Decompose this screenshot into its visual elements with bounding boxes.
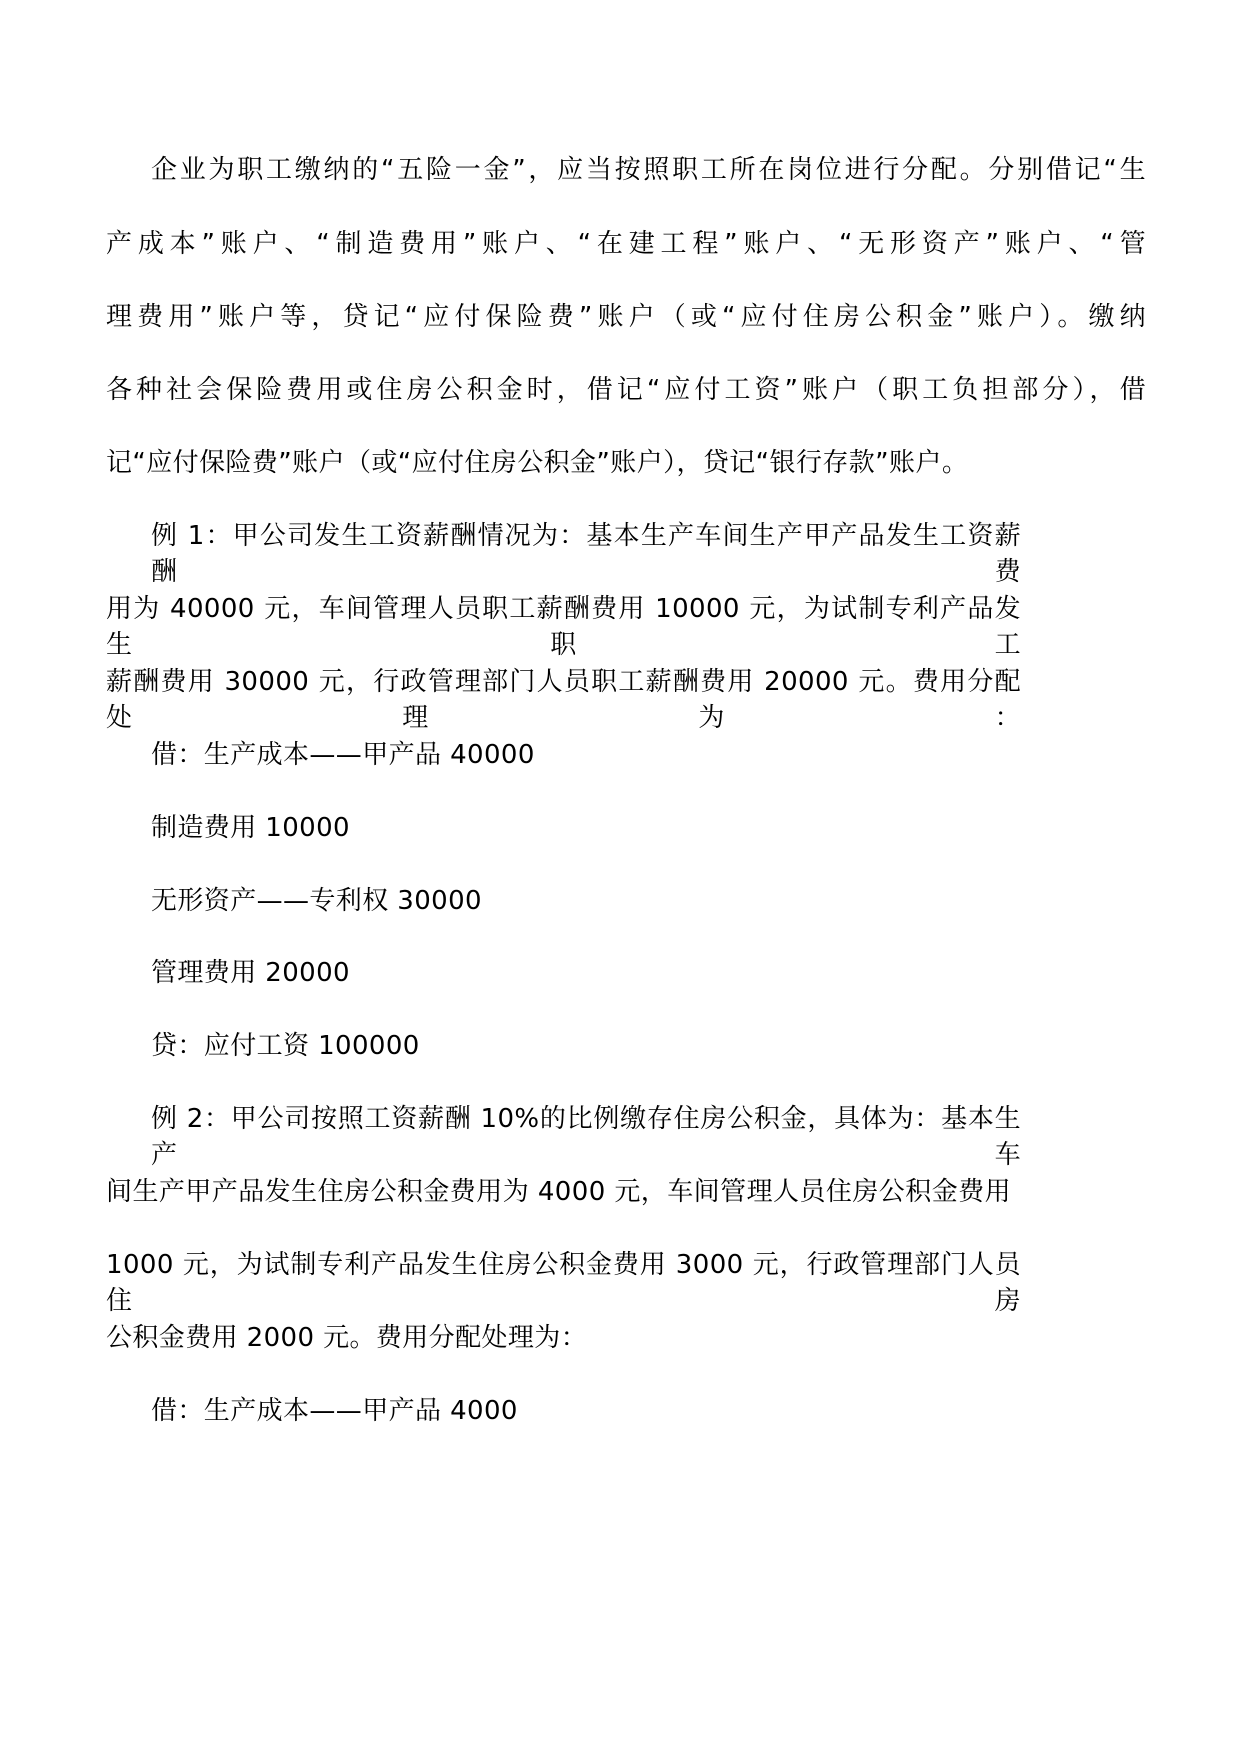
example-2-line-3: 1000 元，为试制专利产品发生住房公积金费用 3000 元，行政管理部门人员住房: [106, 1250, 1021, 1316]
entry-1-line-4: 管理费用 20000: [151, 958, 350, 988]
entry-1-credit-line: 贷：应付工资 100000: [151, 1031, 420, 1061]
entry-1-line-2: 制造费用 10000: [151, 813, 350, 843]
paragraph-1-line-4: 各种社会保险费用或住房公积金时，借记“应付工资”账户（职工负担部分），借: [106, 375, 1146, 405]
entry-1-debit-line: 借：生产成本——甲产品 40000: [151, 740, 535, 770]
example-1-line-2: 用为 40000 元，车间管理人员职工薪酬费用 10000 元，为试制专利产品发生职工: [106, 594, 1021, 660]
paragraph-1-line-1: 企业为职工缴纳的“五险一金”，应当按照职工所在岗位进行分配。分别借记“生: [151, 155, 1146, 185]
paragraph-1-line-5: 记“应付保险费”账户（或“应付住房公积金”账户），贷记“银行存款”账户。: [106, 448, 969, 478]
paragraph-1-line-3: 理费用”账户等，贷记“应付保险费”账户（或“应付住房公积金”账户）。缴纳: [106, 302, 1146, 332]
example-2-line-1: 例 2：甲公司按照工资薪酬 10%的比例缴存住房公积金，具体为：基本生产车: [151, 1104, 1021, 1170]
example-2-line-4: 公积金费用 2000 元。费用分配处理为：: [106, 1323, 588, 1353]
example-1-line-1: 例 1：甲公司发生工资薪酬情况为：基本生产车间生产甲产品发生工资薪酬费: [151, 521, 1021, 587]
paragraph-1-line-2: 产成本”账户、“制造费用”账户、“在建工程”账户、“无形资产”账户、“管: [106, 229, 1146, 259]
entry-1-line-3: 无形资产——专利权 30000: [151, 886, 482, 916]
example-1-line-3: 薪酬费用 30000 元，行政管理部门人员职工薪酬费用 20000 元。费用分配处理为：: [106, 667, 1021, 733]
entry-2-debit-line: 借：生产成本——甲产品 4000: [151, 1396, 518, 1426]
example-2-line-2: 间生产甲产品发生住房公积金费用为 4000 元，车间管理人员住房公积金费用: [106, 1177, 1011, 1207]
